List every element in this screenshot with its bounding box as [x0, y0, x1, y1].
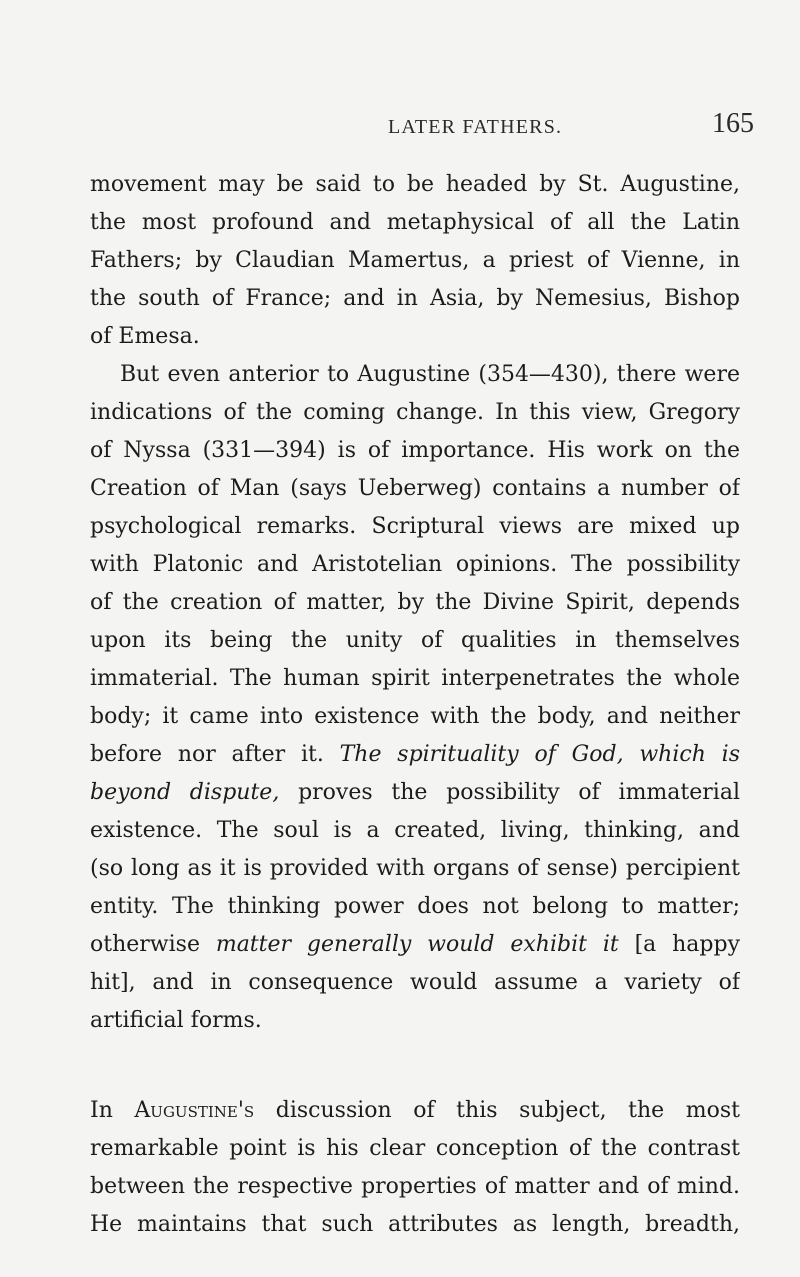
text-segment: In	[90, 1098, 113, 1123]
text-line: movement may be said to be headed by St. Augustine,	[90, 172, 740, 197]
text-line: artificial forms.	[90, 1008, 262, 1033]
text-segment: before nor after it.	[90, 742, 324, 767]
italic-quotation: matter generally would exhibit it	[215, 932, 619, 957]
paragraph-gap	[90, 1040, 740, 1092]
italic-quotation: beyond dispute,	[90, 780, 280, 805]
text-line: existence. The soul is a created, living, thinking, and	[90, 818, 740, 843]
text-line: Creation of Man (says Ueberweg) contains a number of	[90, 476, 740, 501]
text-segment: otherwise	[90, 932, 200, 957]
text-line: of the creation of matter, by the Divine Spirit, depends	[90, 590, 740, 615]
text-line: He maintains that such attributes as length, breadth,	[90, 1212, 740, 1237]
text-line: between the respective properties of matter and of mind.	[90, 1174, 740, 1199]
text-line	[90, 736, 740, 774]
text-segment: proves the possibility of immaterial	[298, 780, 740, 805]
text-line: of Nyssa (331—394) is of importance. His work on the	[90, 438, 740, 463]
text-line: body; it came into existence with the body, and neither	[90, 704, 740, 729]
text-line: indications of the coming change. In this view, Gregory	[90, 400, 740, 425]
running-head: LATER FATHERS.	[388, 116, 563, 138]
text-line: the most profound and metaphysical of all the Latin	[90, 210, 740, 235]
paragraph-2	[90, 356, 740, 1040]
text-segment: discussion of this subject, the most	[275, 1098, 740, 1123]
text-line	[90, 926, 740, 964]
text-line: psychological remarks. Scriptural views are mixed up	[90, 514, 740, 539]
page-number: 165	[712, 108, 754, 139]
text-line: the south of France; and in Asia, by Nemesius, Bishop	[90, 286, 740, 311]
text-line: (so long as it is provided with organs of sense) percipient	[90, 856, 740, 881]
text-line: upon its being the unity of qualities in themselves	[90, 628, 740, 653]
text-line: hit], and in consequence would assume a variety of	[90, 970, 740, 995]
text-line: But even anterior to Augustine (354—430), there were	[120, 362, 740, 387]
text-line: of Emesa.	[90, 324, 200, 349]
paragraph-1	[90, 166, 740, 356]
text-segment: [a happy	[634, 932, 740, 957]
italic-quotation: The spirituality of God, which is	[339, 742, 740, 767]
text-line: remarkable point is his clear conception of the contrast	[90, 1136, 740, 1161]
text-line: with Platonic and Aristotelian opinions. The possibility	[90, 552, 740, 577]
body-text	[90, 166, 740, 1244]
text-line	[90, 1092, 740, 1130]
small-caps-name: Augustine's	[134, 1098, 255, 1123]
text-line: entity. The thinking power does not belong to matter;	[90, 894, 740, 919]
text-line	[90, 774, 740, 812]
text-line: immaterial. The human spirit interpenetrates the whole	[90, 666, 740, 691]
text-line: Fathers; by Claudian Mamertus, a priest of Vienne, in	[90, 248, 740, 273]
paragraph-3	[90, 1092, 740, 1244]
